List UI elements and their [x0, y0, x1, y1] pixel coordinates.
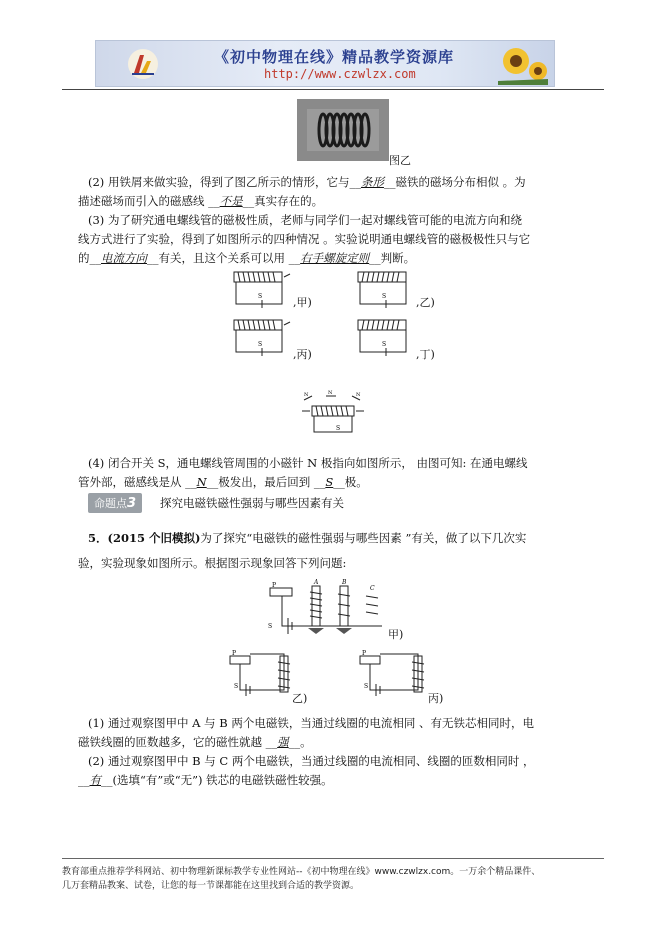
svg-text:N: N [356, 392, 361, 398]
svg-text:P: P [232, 650, 237, 657]
q3-line2: 线方式进行了实验，得到了如图所示的四种情况 。实验说明通电螺线管的磁极极性只与它 [78, 232, 531, 246]
svg-text:S: S [382, 293, 387, 300]
solenoid-figure-jia [232, 270, 292, 310]
figure-label-yi-2: ,乙) [416, 296, 435, 309]
banner-title: 《初中物理在线》精品教学资源库 [214, 48, 455, 66]
sunflower-icon [498, 43, 548, 85]
solenoid-figure-ding [356, 318, 416, 358]
q3-line3: 的__电流方向__有关，且这个关系可以用 __右手螺旋定则__判断。 [78, 251, 416, 265]
footer-line-1: 教育部重点推荐学科网站、初中物理新课标教学专业性网站--《初中物理在线》www.czwlzx.com。一万余个精品课件、 [62, 867, 541, 877]
electromagnet-figure-jia [262, 578, 392, 644]
svg-text:S: S [268, 623, 273, 630]
answer-blank: 右手螺旋定则 [300, 251, 370, 265]
figure-label-em-jia: 甲) [388, 628, 404, 641]
svg-text:S: S [336, 425, 341, 432]
svg-text:S: S [258, 341, 263, 348]
svg-text:S: S [234, 683, 239, 690]
q4-line2: 管外部，磁感线是从 __N__极发出，最后回到 __S__极。 [78, 475, 368, 489]
q5-1-line1: (1) 通过观察图甲中 A 与 B 两个电磁铁，当通过线圈的电流相同 、有无铁芯相同时，电 [88, 716, 534, 730]
figure-label-em-bing: 丙) [428, 692, 444, 705]
solenoid-figure-bing [232, 318, 292, 358]
q5-2-line1: (2) 通过观察图甲中 B 与 C 两个电磁铁，当通过线圈的电流相同、线圈的匝数相同时 ， [88, 754, 535, 768]
header-banner [95, 40, 555, 87]
svg-text:N: N [304, 392, 309, 398]
figure-label-em-yi: 乙) [292, 692, 308, 705]
figure-label-jia: ,甲) [293, 296, 312, 309]
q4-line1: (4) 闭合开关 S，通电螺线管周围的小磁针 N 极指向如图所示， 由图可知: 在通电螺线 [88, 456, 528, 470]
solenoid-figure-yi [356, 270, 416, 310]
svg-text:B: B [342, 579, 347, 586]
svg-text:S: S [258, 293, 263, 300]
figure-label-bing: ,丙) [293, 348, 312, 361]
site-logo-icon [126, 47, 160, 81]
page-footer [62, 865, 622, 893]
q5-1-line2: 磁铁线圈的匝数越多，它的磁性就越 __强__。 [78, 735, 312, 749]
svg-text:N: N [328, 390, 333, 396]
q5-line2: 验，实验现象如图所示。根据图示现象回答下列问题: [78, 556, 347, 570]
svg-text:A: A [314, 579, 319, 586]
electromagnet-figure-yi [224, 646, 294, 700]
svg-text:P: P [362, 650, 367, 657]
answer-blank: 有 [89, 773, 101, 787]
answer-blank: S [325, 475, 334, 489]
solenoid-compass-figure [298, 388, 368, 440]
q3-line1: (3) 为了研究通电螺线管的磁极性质，老师与同学们一起对螺线管可能的电流方向和绕 [88, 213, 522, 227]
iron-filings-photo [297, 99, 389, 161]
svg-text:S: S [382, 341, 387, 348]
svg-text:P: P [272, 582, 277, 589]
answer-blank: 不是 [219, 194, 243, 208]
q5-line1: 5．(2015 个旧模拟)为了探究“电磁铁的磁性强弱与哪些因素 ”有关，做了以下几次实 [88, 531, 527, 545]
figure-label-yi: 图乙 [389, 154, 411, 167]
header-divider [62, 89, 604, 90]
svg-text:S: S [364, 683, 369, 690]
electromagnet-figure-bing [354, 646, 430, 700]
q5-2-line2: __有__(选填“有”或“无”) 铁芯的电磁铁磁性较强。 [78, 773, 333, 787]
answer-blank: N [196, 475, 207, 489]
q2-line2: 描述磁场而引入的磁感线 __不是__真实存在的。 [78, 194, 324, 208]
answer-blank: 电流方向 [101, 251, 147, 265]
figure-label-ding: ,丁) [416, 348, 435, 361]
section-tag: 命题点3 [88, 493, 142, 513]
footer-line-2: 几万套精品教案、试卷，让您的每一节课都能在这里找到合适的教学资源。 [62, 881, 360, 891]
answer-blank: 强 [277, 735, 289, 749]
footer-divider [62, 858, 604, 859]
banner-url: http://www.czwlzx.com [264, 67, 416, 81]
svg-text:C: C [370, 585, 375, 592]
q2-line1: (2) 用铁屑来做实验，得到了图乙所示的情形，它与__条形__磁铁的磁场分布相似 。为 [88, 175, 526, 189]
section-title: 探究电磁铁磁性强弱与哪些因素有关 [160, 496, 344, 510]
answer-blank: 条形 [360, 175, 384, 189]
